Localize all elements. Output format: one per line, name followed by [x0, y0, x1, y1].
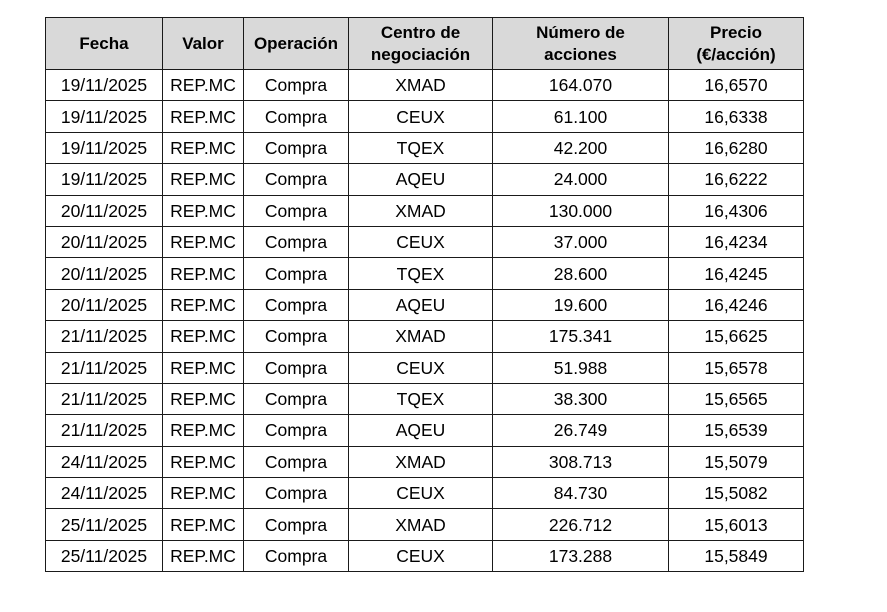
- cell-precio: 15,6578: [669, 352, 804, 383]
- header-centro-line1: Centro de: [380, 22, 461, 42]
- cell-precio: 15,5849: [669, 540, 804, 571]
- cell-acciones: 28.600: [493, 258, 669, 289]
- cell-centro: AQEU: [349, 415, 493, 446]
- cell-centro: TQEX: [349, 383, 493, 414]
- cell-precio: 15,5082: [669, 478, 804, 509]
- table-row: [46, 321, 804, 352]
- table-row: [46, 446, 804, 477]
- cell-centro: XMAD: [349, 321, 493, 352]
- table-row: [46, 509, 804, 540]
- table-row: [46, 415, 804, 446]
- cell-valor: REP.MC: [163, 226, 244, 257]
- cell-centro: XMAD: [349, 509, 493, 540]
- cell-centro: XMAD: [349, 195, 493, 226]
- table-header: [46, 18, 804, 70]
- cell-valor: REP.MC: [163, 446, 244, 477]
- table-row: [46, 70, 804, 101]
- table-row: [46, 226, 804, 257]
- cell-valor: REP.MC: [163, 509, 244, 540]
- cell-acciones: 42.200: [493, 132, 669, 163]
- cell-precio: 15,6539: [669, 415, 804, 446]
- cell-fecha: 21/11/2025: [46, 415, 163, 446]
- cell-centro: CEUX: [349, 478, 493, 509]
- cell-fecha: 25/11/2025: [46, 509, 163, 540]
- cell-valor: REP.MC: [163, 70, 244, 101]
- cell-centro: XMAD: [349, 446, 493, 477]
- cell-operacion: Compra: [244, 101, 349, 132]
- header-precio-line1: Precio: [710, 22, 762, 42]
- trades-table: [45, 17, 804, 572]
- cell-precio: 16,4246: [669, 289, 804, 320]
- cell-acciones: 26.749: [493, 415, 669, 446]
- cell-fecha: 25/11/2025: [46, 540, 163, 571]
- cell-operacion: Compra: [244, 383, 349, 414]
- cell-acciones: 173.288: [493, 540, 669, 571]
- table-row: [46, 478, 804, 509]
- cell-operacion: Compra: [244, 509, 349, 540]
- table-row: [46, 195, 804, 226]
- cell-fecha: 20/11/2025: [46, 289, 163, 320]
- header-numero: [493, 18, 669, 70]
- cell-centro: CEUX: [349, 540, 493, 571]
- cell-operacion: Compra: [244, 195, 349, 226]
- cell-valor: REP.MC: [163, 195, 244, 226]
- cell-acciones: 51.988: [493, 352, 669, 383]
- cell-valor: REP.MC: [163, 478, 244, 509]
- cell-acciones: 61.100: [493, 101, 669, 132]
- header-fecha: Fecha: [46, 18, 163, 70]
- cell-acciones: 308.713: [493, 446, 669, 477]
- cell-precio: 15,6625: [669, 321, 804, 352]
- header-precio: [669, 18, 804, 70]
- cell-valor: REP.MC: [163, 540, 244, 571]
- table-row: [46, 132, 804, 163]
- cell-acciones: 38.300: [493, 383, 669, 414]
- cell-acciones: 226.712: [493, 509, 669, 540]
- cell-operacion: Compra: [244, 289, 349, 320]
- cell-operacion: Compra: [244, 70, 349, 101]
- cell-fecha: 21/11/2025: [46, 352, 163, 383]
- cell-fecha: 21/11/2025: [46, 383, 163, 414]
- cell-valor: REP.MC: [163, 132, 244, 163]
- cell-operacion: Compra: [244, 352, 349, 383]
- cell-operacion: Compra: [244, 226, 349, 257]
- header-centro-line2: negociación: [370, 44, 471, 64]
- cell-valor: REP.MC: [163, 383, 244, 414]
- cell-valor: REP.MC: [163, 164, 244, 195]
- cell-operacion: Compra: [244, 540, 349, 571]
- cell-centro: XMAD: [349, 70, 493, 101]
- cell-operacion: Compra: [244, 258, 349, 289]
- cell-valor: REP.MC: [163, 415, 244, 446]
- cell-centro: AQEU: [349, 289, 493, 320]
- cell-fecha: 19/11/2025: [46, 164, 163, 195]
- cell-centro: CEUX: [349, 226, 493, 257]
- cell-operacion: Compra: [244, 415, 349, 446]
- header-numero-line1: Número de: [536, 22, 625, 42]
- cell-fecha: 19/11/2025: [46, 70, 163, 101]
- table-row: [46, 289, 804, 320]
- cell-fecha: 19/11/2025: [46, 101, 163, 132]
- cell-acciones: 84.730: [493, 478, 669, 509]
- table-row: [46, 101, 804, 132]
- cell-operacion: Compra: [244, 321, 349, 352]
- cell-precio: 16,6338: [669, 101, 804, 132]
- cell-centro: AQEU: [349, 164, 493, 195]
- cell-centro: CEUX: [349, 101, 493, 132]
- cell-fecha: 20/11/2025: [46, 226, 163, 257]
- cell-valor: REP.MC: [163, 289, 244, 320]
- cell-fecha: 24/11/2025: [46, 478, 163, 509]
- cell-precio: 15,6565: [669, 383, 804, 414]
- cell-fecha: 24/11/2025: [46, 446, 163, 477]
- cell-valor: REP.MC: [163, 321, 244, 352]
- header-numero-line2: acciones: [544, 44, 617, 64]
- cell-precio: 16,6570: [669, 70, 804, 101]
- header-row: [46, 18, 804, 70]
- cell-fecha: 20/11/2025: [46, 195, 163, 226]
- table-row: [46, 352, 804, 383]
- cell-acciones: 37.000: [493, 226, 669, 257]
- cell-acciones: 19.600: [493, 289, 669, 320]
- cell-fecha: 21/11/2025: [46, 321, 163, 352]
- cell-operacion: Compra: [244, 164, 349, 195]
- header-centro: [349, 18, 493, 70]
- cell-precio: 16,4245: [669, 258, 804, 289]
- cell-valor: REP.MC: [163, 101, 244, 132]
- cell-precio: 16,6222: [669, 164, 804, 195]
- cell-precio: 16,6280: [669, 132, 804, 163]
- cell-centro: CEUX: [349, 352, 493, 383]
- cell-fecha: 19/11/2025: [46, 132, 163, 163]
- cell-precio: 16,4306: [669, 195, 804, 226]
- header-precio-line2: (€/acción): [696, 44, 776, 64]
- cell-acciones: 24.000: [493, 164, 669, 195]
- cell-valor: REP.MC: [163, 352, 244, 383]
- cell-acciones: 164.070: [493, 70, 669, 101]
- table-row: [46, 258, 804, 289]
- cell-acciones: 175.341: [493, 321, 669, 352]
- cell-precio: 16,4234: [669, 226, 804, 257]
- cell-operacion: Compra: [244, 478, 349, 509]
- cell-centro: TQEX: [349, 258, 493, 289]
- cell-centro: TQEX: [349, 132, 493, 163]
- table-row: [46, 383, 804, 414]
- cell-operacion: Compra: [244, 446, 349, 477]
- table-body: [46, 70, 804, 572]
- cell-acciones: 130.000: [493, 195, 669, 226]
- table-row: [46, 164, 804, 195]
- cell-valor: REP.MC: [163, 258, 244, 289]
- cell-fecha: 20/11/2025: [46, 258, 163, 289]
- cell-precio: 15,5079: [669, 446, 804, 477]
- cell-operacion: Compra: [244, 132, 349, 163]
- header-operacion: Operación: [244, 18, 349, 70]
- table-row: [46, 540, 804, 571]
- cell-precio: 15,6013: [669, 509, 804, 540]
- header-valor: Valor: [163, 18, 244, 70]
